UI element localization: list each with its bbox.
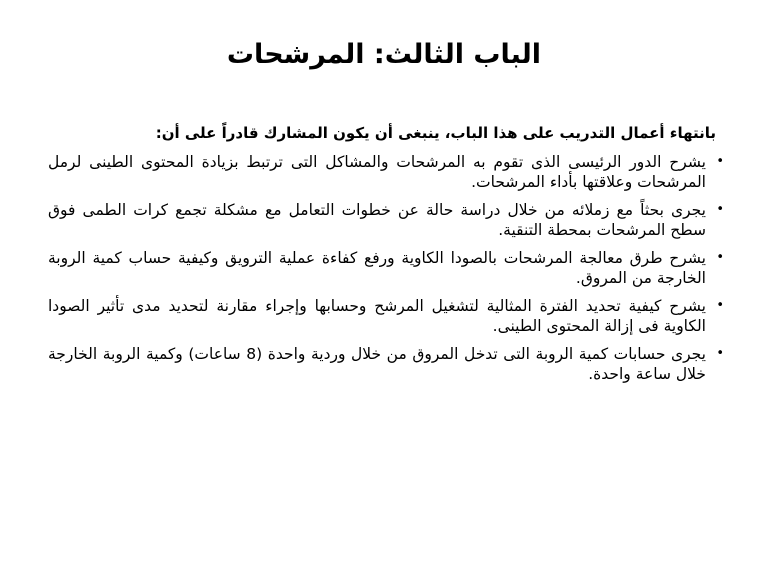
objective-text: يشرح كيفية تحديد الفترة المثالية لتشغيل المرشح وحسابها وإجراء مقارنة لتحديد مدى تأثير الصودا الكاوية فى إزالة المحتوى الطينى. [48,297,706,335]
objective-item [48,200,724,240]
bullet-dot-icon: • [716,298,724,313]
objective-item [48,296,724,336]
bullet-dot-icon: • [716,346,724,361]
slide-title: الباب الثالث: المرشحات [226,39,542,70]
objective-text: يشرح طرق معالجة المرشحات بالصودا الكاوية ورفع كفاءة عملية الترويق وكيفية حساب كمية الروبة الخارجة من المروق. [48,249,706,287]
objective-text: يشرح الدور الرئيسى الذى تقوم به المرشحات والمشاكل التى ترتبط بزيادة المحتوى الطينى لرمل المرشحات وعلاقتها بأداء المرشحات. [48,153,706,191]
objective-item [48,248,724,288]
objective-text: يجرى حسابات كمية الروبة التى تدخل المروق من خلال وردية واحدة (8 ساعات) وكمية الروبة الخارجة خلال ساعة واحدة. [48,345,707,383]
objective-text: يجرى بحثاً مع زملائه من خلال دراسة حالة عن خطوات التعامل مع مشكلة تجمع كرات الطمى فوق سطح المرشحات بمحطة التنقية. [48,201,706,239]
objective-item [48,344,724,384]
bullet-dot-icon: • [716,202,724,217]
bullet-dot-icon: • [716,250,724,265]
bullet-dot-icon: • [716,154,724,169]
objectives-list [48,152,728,392]
objectives-intro: بانتهاء أعمال التدريب على هذا الباب، ينبغى أن يكون المشارك قادراً على أن: [155,124,716,142]
objective-item [48,152,724,192]
